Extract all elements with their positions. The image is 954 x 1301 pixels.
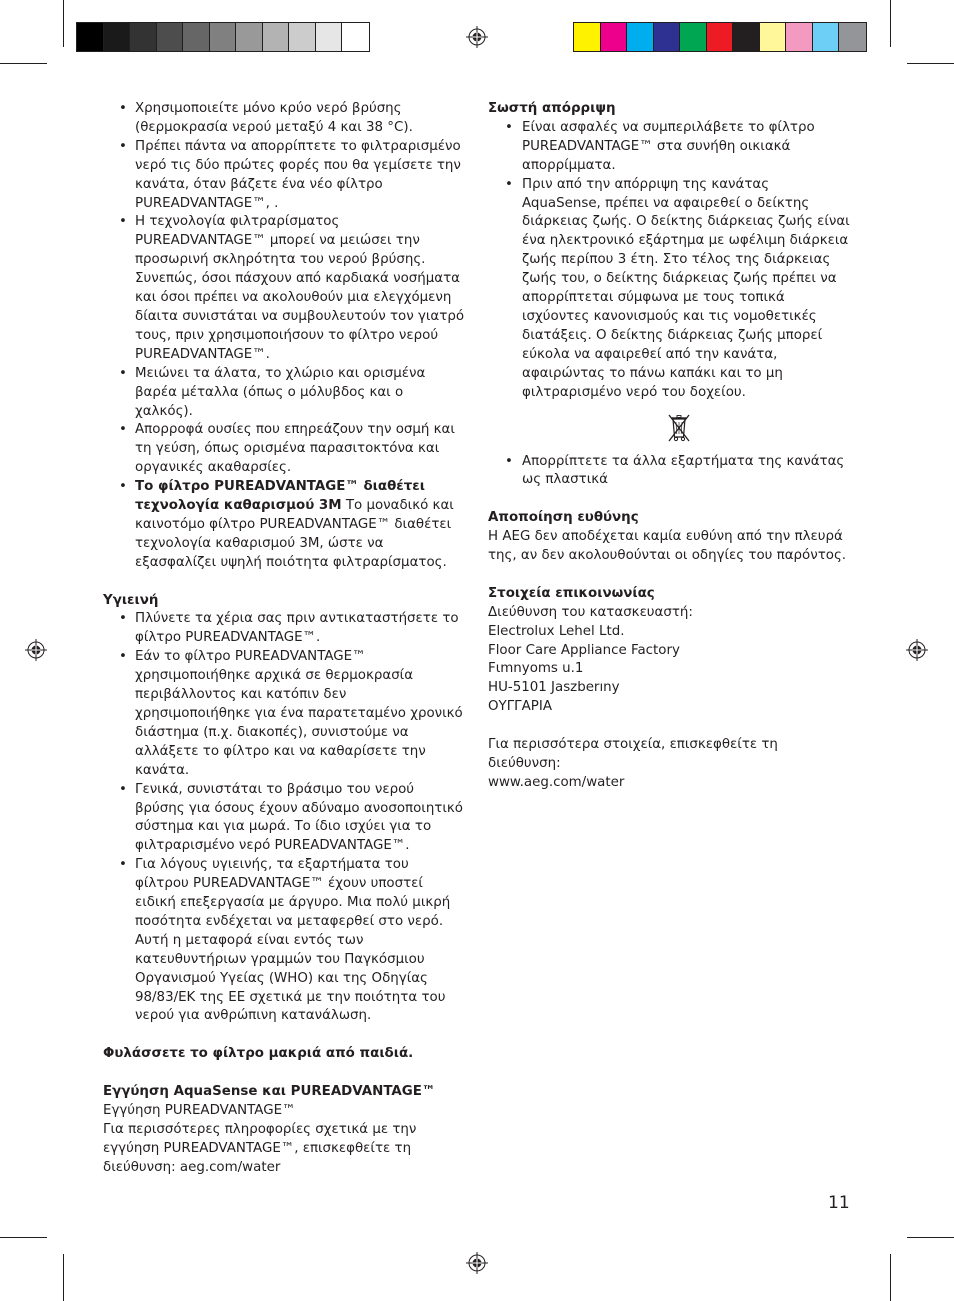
list-item: • Γενικά, συνιστάται το βράσιμο του νερού βρύσης για όσους έχουν αδύναμο ανοσοποιητικό σύστημα και για μωρά. Το ίδιο ισχύει για το φιλτραρισμένο νερό PUREADVANTAGE™. [103,781,465,857]
right-column [488,100,850,793]
list-item: • Απορρίπτετε τα άλλα εξαρτήματα της κανάτας ως πλαστικά [488,453,850,491]
color-swatch [654,23,681,51]
contact-line: Floor Care Appliance Factory [488,642,680,658]
warranty-line: Εγγύηση PUREADVANTAGE™ [103,1102,296,1118]
list-item: • Για λόγους υγιεινής, τα εξαρτήματα του φίλτρου PUREADVANTAGE™ έχουν υποστεί ειδική επεξεργασία με άργυρο. Μια πολύ μικρή ποσότητα ενδέχεται να μεταφερθεί στο νερό. Αυτή η μεταφορά είναι εντός των κατευθυντήριων γραμμών του Παγκόσμιου Οργανισμού Υγείας (WHO) και της Οδηγίας 98/83/ΕΚ της ΕΕ σχετικά με την ποιότητα του νερού για ανθρώπινη κατανάλωση. [103,856,465,1026]
color-swatch [236,23,263,51]
crop-mark [63,0,64,47]
crop-mark [890,1254,891,1301]
color-swatch [786,23,813,51]
color-swatch [707,23,734,51]
warranty-heading: Εγγύηση AquaSense και PUREADVANTAGE™ [103,1084,436,1100]
color-swatch [813,23,840,51]
color-swatch [104,23,131,51]
registration-mark-icon [466,26,488,48]
contact-line: Διεύθυνση του κατασκευαστή: [488,604,693,620]
hygiene-list [103,610,465,1026]
liability-heading: Αποποίηση ευθύνης [488,510,639,526]
crop-mark [63,1254,64,1301]
color-swatch [839,23,866,51]
page-number: 11 [828,1193,850,1213]
contact-line: HU-5101 Jaszberıny [488,680,620,696]
list-item: • Χρησιμοποιείτε μόνο κρύο νερό βρύσης (θερμοκρασία νερού μεταξύ 4 και 38 °C). [103,100,465,138]
color-swatch [263,23,290,51]
more-info-text: Για περισσότερα στοιχεία, επισκεφθείτε τη διεύθυνση: [488,737,778,771]
left-column [103,100,465,1178]
registration-mark-icon [25,639,47,661]
crop-mark [0,63,47,64]
warranty-info: Για περισσότερες πληροφορίες σχετικά με την εγγύηση PUREADVANTAGE™, επισκεφθείτε τη διεύθυνση: aeg.com/water [103,1121,417,1175]
process-color-bar [573,22,867,52]
color-swatch [627,23,654,51]
color-swatch [130,23,157,51]
disposal-heading: Σωστή απόρριψη [488,101,616,116]
color-swatch [760,23,787,51]
hygiene-heading: Υγιεινή [103,592,159,608]
disposal-list [488,119,850,403]
crop-mark [907,63,954,64]
list-item: • Εάν το φίλτρο PUREADVANTAGE™ χρησιμοποιήθηκε αρχικά σε θερμοκρασία περιβάλλοντος και κατόπιν δεν χρησιμοποιήθηκε για ένα παρατεταμένο χρονικό διάστημα (π.χ. διακοπές), συνιστούμε να αλλάξετε το φίλτρο και να καθαρίσετε την κανάτα. [103,648,465,780]
contact-line: Electrolux Lehel Ltd. [488,623,625,639]
color-swatch [210,23,237,51]
list-item [103,478,465,573]
usage-list [103,100,465,573]
3m-technology-text: Το μοναδικό και καινοτόμο φίλτρο PUREADVANTAGE™ διαθέτει τεχνολογία καθαρισμού 3M, ώστε να εξασφαλίζει υψηλή ποιότητα φιλτραρίσματος. [135,498,454,570]
list-item: • Απορροφά ουσίες που επηρεάζουν την οσμή και τη γεύση, όπως ορισμένα παρασιτοκτόνα και οργανικές ακαθαρσίες. [103,421,465,478]
list-item: • Πρέπει πάντα να απορρίπτετε το φιλτραρισμένο νερό τις δύο πρώτες φορές που θα γεμίσετε την κανάτα, όταν βάζετε ένα νέο φίλτρο PUREADVANTAGE™, . [103,138,465,214]
list-item: • Είναι ασφαλές να συμπεριλάβετε το φίλτρο PUREADVANTAGE™ στα συνήθη οικιακά απορρίμματα. [488,119,850,176]
crossed-out-wheelie-bin-icon [666,413,692,443]
list-item: • Η τεχνολογία φιλτραρίσματος PUREADVANTAGE™ μπορεί να μειώσει την προσωρινή σκληρότητα του νερού βρύσης. Συνεπώς, όσοι πάσχουν από καρδιακά νοσήματα και όσοι πρέπει να ακολουθούν μια ελεγχόμενη δίαιτα συνιστάται να συμβουλευτούν τον γιατρό τους, πριν χρησιμοποιήσουν το φίλτρο νερού PUREADVANTAGE™. [103,213,465,364]
registration-mark-icon [466,1252,488,1274]
color-swatch [601,23,628,51]
color-swatch [574,23,601,51]
registration-mark-icon [906,639,928,661]
color-swatch [289,23,316,51]
list-item: • Πλύνετε τα χέρια σας πριν αντικαταστήσετε το φίλτρο PUREADVANTAGE™. [103,610,465,648]
liability-text: Η AEG δεν αποδέχεται καμία ευθύνη από την πλευρά της, αν δεν ακολουθούνται οι οδηγίες του παρόντος. [488,529,847,564]
disposal-list-2 [488,453,850,491]
children-warning-heading: Φυλάσσετε το φίλτρο μακριά από παιδιά. [103,1046,414,1062]
weee-symbol [508,413,850,443]
color-swatch [77,23,104,51]
crop-mark [890,0,891,47]
crop-mark [907,1237,954,1238]
contact-line: ΟΥΓΓΑΡΙΑ [488,699,552,715]
contact-line: Fιmnyoms u.1 [488,661,584,677]
website-url[interactable]: www.aeg.com/water [488,774,625,790]
3m-technology-title: Το φίλτρο PUREADVANTAGE™ διαθέτει τεχνολογία καθαρισμού 3M [135,479,425,514]
contact-heading: Στοιχεία επικοινωνίας [488,585,655,601]
color-swatch [316,23,343,51]
color-swatch [342,23,369,51]
color-swatch [157,23,184,51]
color-swatch [680,23,707,51]
crop-mark [0,1237,47,1238]
color-swatch [183,23,210,51]
list-item: • Πριν από την απόρριψη της κανάτας AquaSense, πρέπει να αφαιρεθεί ο δείκτης διάρκειας ζωής. Ο δείκτης διάρκειας ζωής είναι ένα ηλεκτρονικό εξάρτημα με ωφέλιμη διάρκεια ζωής περίπου 3 έτη. Στο τέλος της διάρκειας ζωής του, ο δείκτης διάρκειας ζωής πρέπει να απορρίπτεται σύμφωνα με τους τοπικά ισχύοντες κανονισμούς και τις νομοθετικές διατάξεις. Ο δείκτης διάρκειας ζωής μπορεί εύκολα να αφαιρεθεί από την κανάτα, αφαιρώντας το πάνω καπάκι και το μη φιλτραρισμένο νερό του δοχείου. [488,176,850,403]
color-swatch [733,23,760,51]
grayscale-color-bar [76,22,370,52]
list-item: • Μειώνει τα άλατα, το χλώριο και ορισμένα βαρέα μέταλλα (όπως ο μόλυβδος και ο χαλκός). [103,365,465,422]
